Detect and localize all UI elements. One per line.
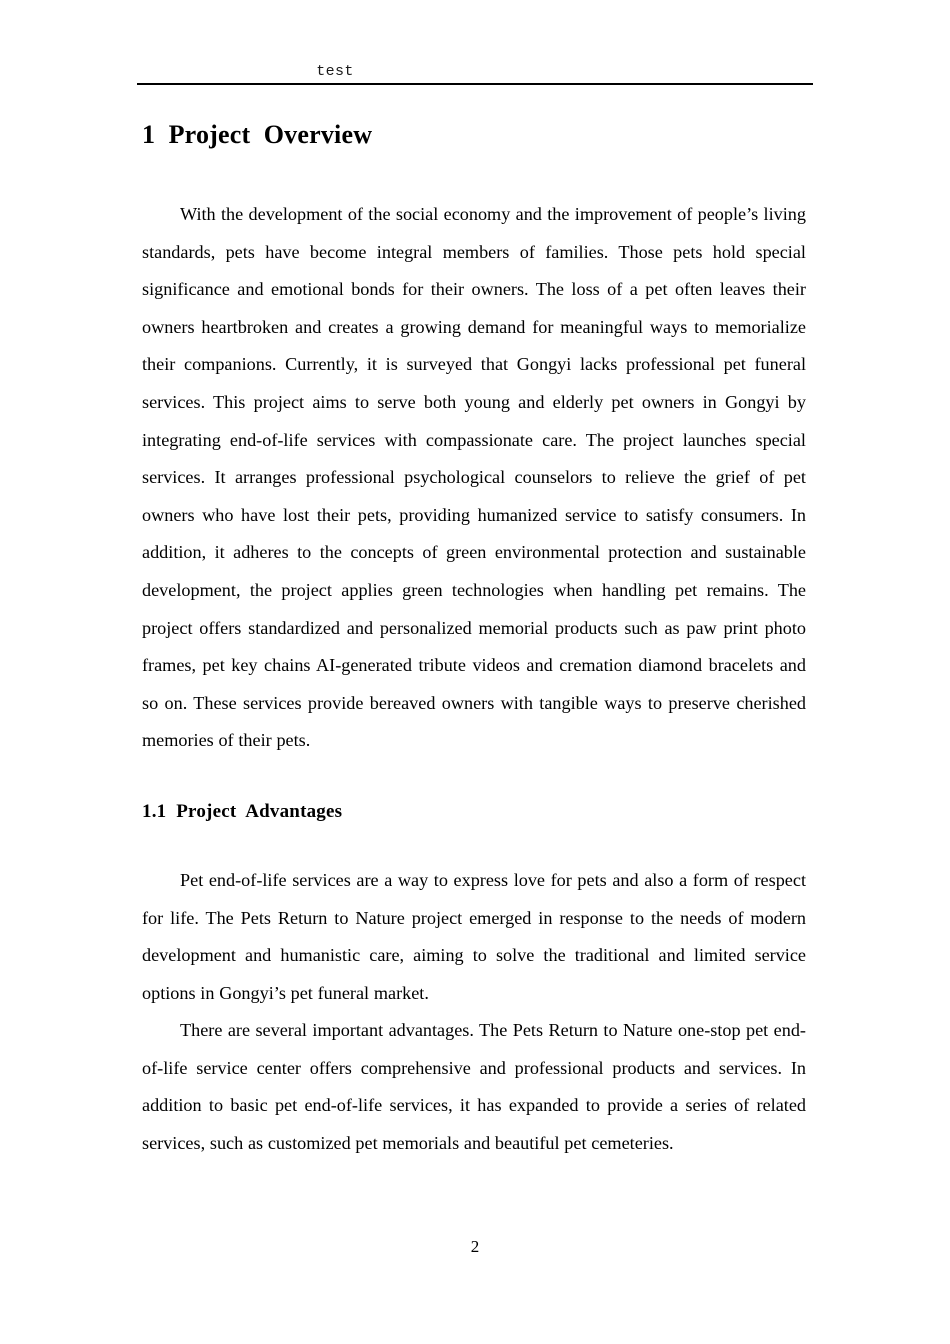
section-heading-1-1: 1.1 Project Advantages: [142, 800, 343, 822]
section-heading-1: 1 Project Overview: [142, 120, 373, 149]
paragraph-project-overview: With the development of the social economy and the improvement of people’s living standards, pets have become integral members of families. Those pets hold special significance and emotional bonds for their owners. The loss of a pet often leaves their owners heartbroken and creates a growing demand for meaningful ways to memorialize their companions. Currently, it is surveyed that Gongyi lacks professional pet funeral services. This project aims to serve both young and elderly pet owners in Gongyi by integrating end-of-life services with compassionate care. The project launches special services. It arranges professional psychological counselors to relieve the grief of pet owners who have lost their pets, providing humanized service to satisfy consumers. In addition, it adheres to the concepts of green environmental protection and sustainable development, the project applies green technologies when handling pet remains. The project offers standardized and personalized memorial products such as paw print photo frames, pet key chains AI-generated tribute videos and cremation diamond bracelets and so on. These services provide bereaved owners with tangible ways to preserve cherished memories of their pets.: [142, 204, 806, 751]
paragraph-advantages-first: Pet end-of-life services are a way to express love for pets and also a form of respect for life. The Pets Return to Nature project emerged in response to the needs of modern development and humanistic care, aiming to solve the traditional and limited service options in Gongyi’s pet funeral market.: [142, 869, 806, 1003]
spacer-after-heading-1: [142, 152, 806, 196]
document-body: [142, 118, 806, 1163]
header-divider-rule: [137, 83, 813, 85]
header-title-text: test: [316, 63, 354, 80]
page-header: [137, 62, 813, 93]
spacer-after-heading-1-1: [142, 826, 806, 862]
page-number-footer: 2: [470, 1237, 480, 1256]
paragraph-advantages-second: There are several important advantages. The Pets Return to Nature one-stop pet end-of-life service center offers comprehensive and professional products and services. In addition to basic pet end-of-life services, it has expanded to provide a series of related services, such as customized pet memorials and beautiful pet cemeteries.: [142, 1020, 806, 1154]
spacer-before-heading-1-1: [142, 760, 806, 798]
